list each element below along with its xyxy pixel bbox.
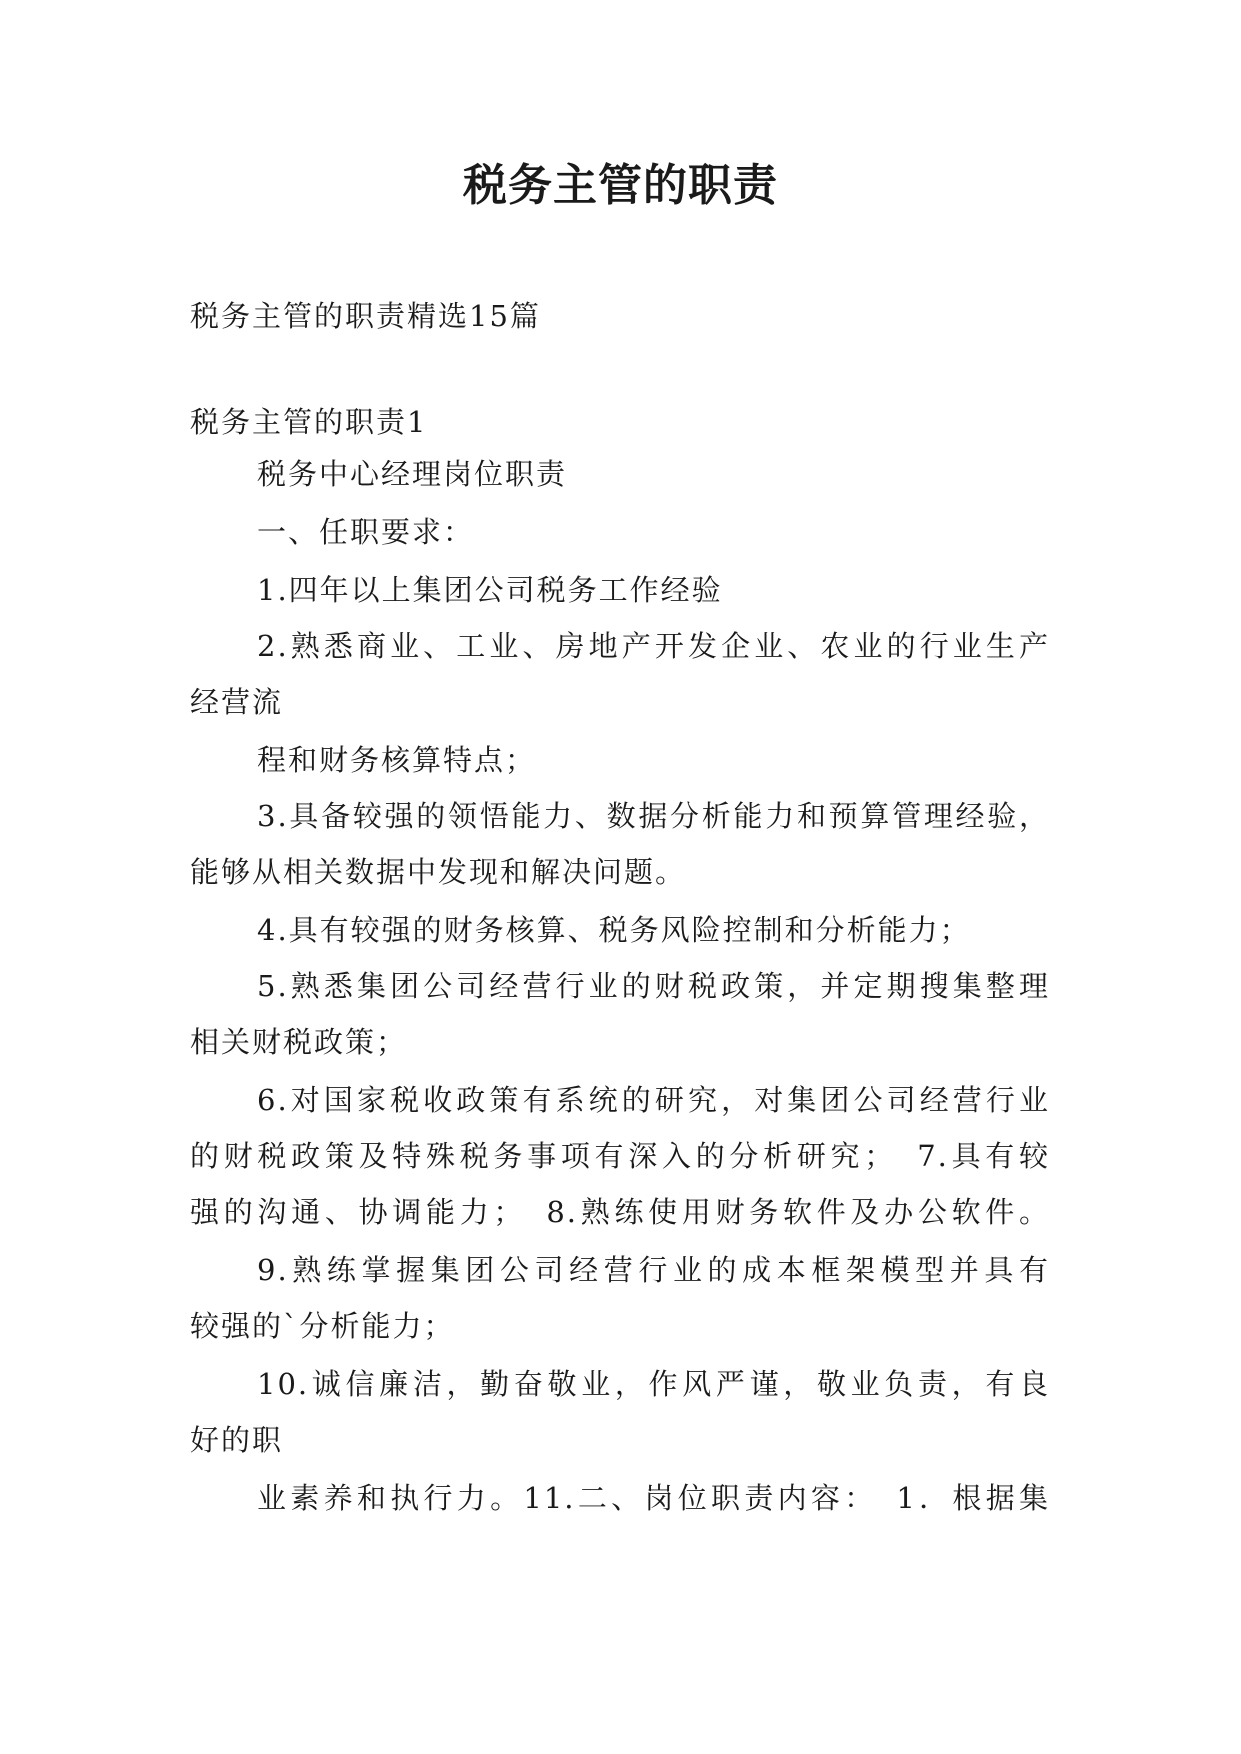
body-line: 经营流 (190, 685, 284, 719)
section-heading: 税务主管的职责1 (190, 405, 428, 439)
body-line: 业素养和执行力。11.二、岗位职责内容： 1．根据集 (257, 1481, 1050, 1515)
document-subtitle: 税务主管的职责精选15篇 (190, 299, 541, 333)
body-line: 的财税政策及特殊税务事项有深入的分析研究； 7.具有较 (190, 1139, 1050, 1173)
body-line: 程和财务核算特点； (257, 743, 537, 777)
body-line: 6.对国家税收政策有系统的研究，对集团公司经营行业 (257, 1083, 1050, 1117)
body-line: 5.熟悉集团公司经营行业的财税政策，并定期搜集整理 (257, 969, 1050, 1003)
document-title: 税务主管的职责 (463, 160, 778, 211)
body-line: 10.诚信廉洁，勤奋敬业，作风严谨，敬业负责，有良 (257, 1367, 1050, 1401)
body-line: 4.具有较强的财务核算、税务风险控制和分析能力； (257, 913, 971, 947)
body-line: 1.四年以上集团公司税务工作经验 (257, 573, 723, 607)
body-line: 较强的`分析能力； (190, 1309, 455, 1343)
body-line: 相关财税政策； (190, 1025, 408, 1059)
body-line: 9.熟练掌握集团公司经营行业的成本框架模型并具有 (257, 1253, 1050, 1287)
body-line: 一、任职要求： (257, 515, 475, 549)
body-line: 2.熟悉商业、工业、房地产开发企业、农业的行业生产 (257, 629, 1050, 663)
body-line: 能够从相关数据中发现和解决问题。 (190, 855, 687, 889)
body-line: 好的职 (190, 1423, 284, 1457)
body-line: 3.具备较强的领悟能力、数据分析能力和预算管理经验， (257, 799, 1050, 833)
body-line: 税务中心经理岗位职责 (257, 457, 568, 491)
body-line: 强的沟通、协调能力； 8.熟练使用财务软件及办公软件。 (190, 1195, 1050, 1229)
